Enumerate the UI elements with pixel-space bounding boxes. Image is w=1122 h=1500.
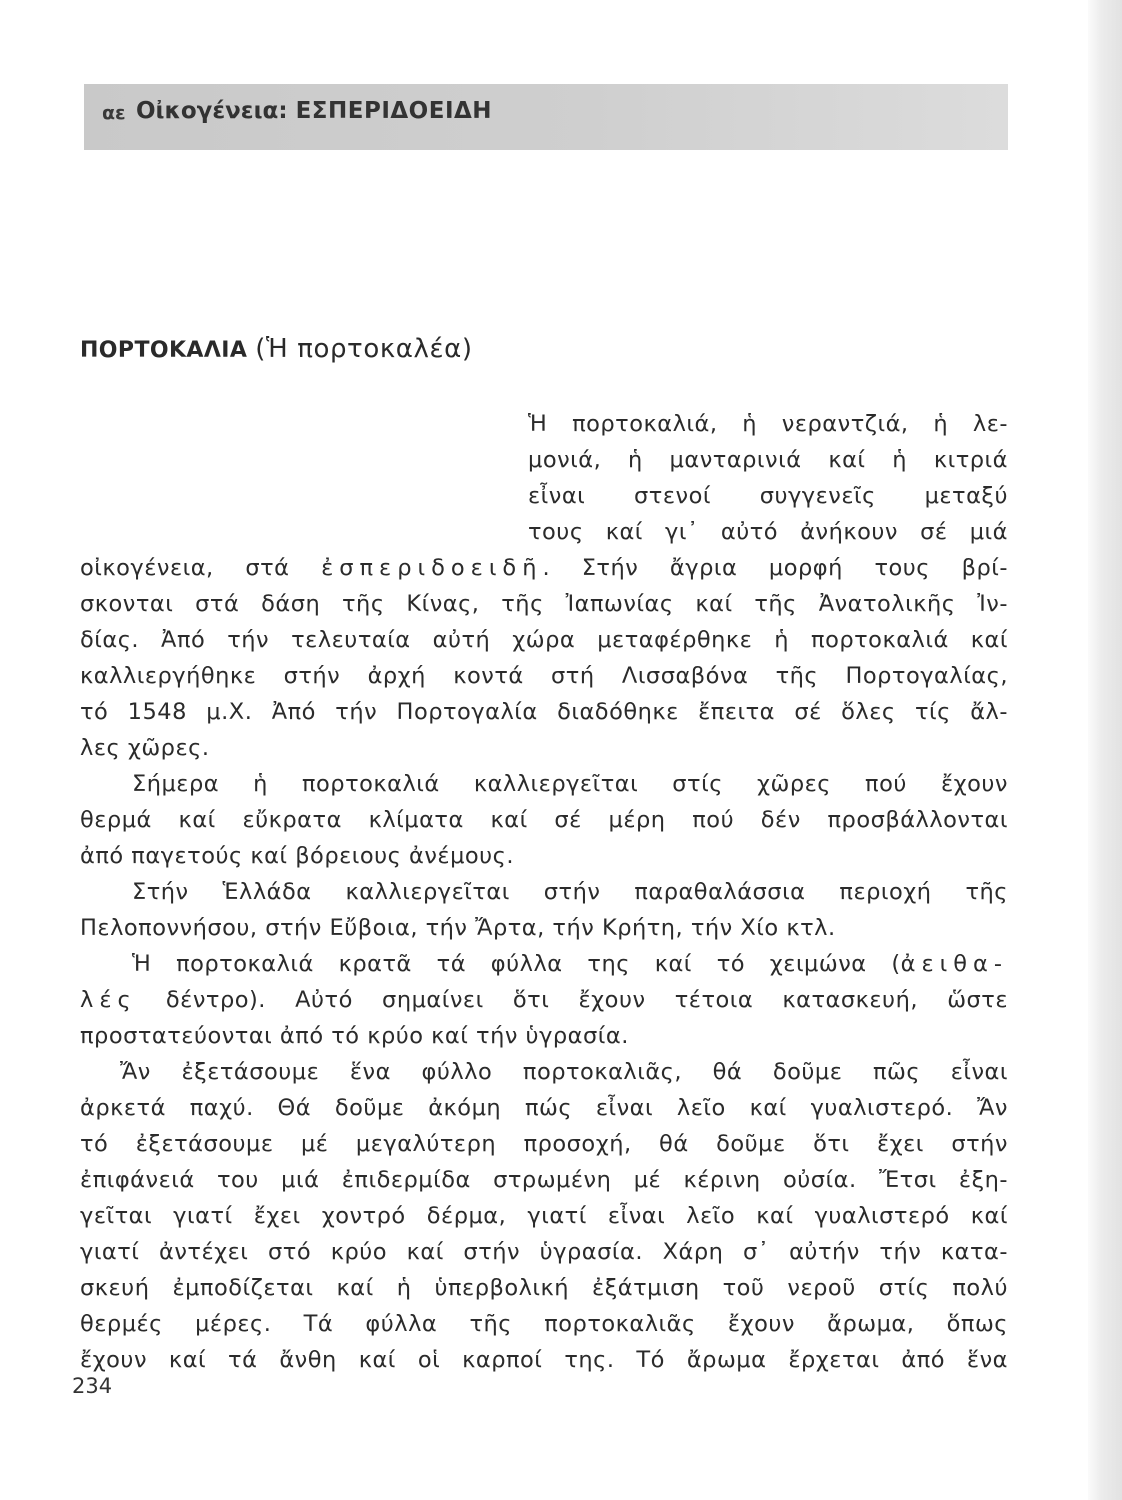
section-label [136, 98, 492, 124]
body-line: σκονται στά δάση τῆς Κίνας, τῆς Ἰαπωνίας καί τῆς Ἀνατολικῆς Ἰν- [80, 591, 1008, 617]
body-line-part: δέντρο). Αὐτό σημαίνει ὅτι ἔχουν τέτοια κατασκευή, ὥστε [165, 987, 1009, 1013]
emphasized-term: ἀειθα- [900, 951, 1008, 977]
body-line: μονιά, ἡ μανταρινιά καί ἡ κιτριά [528, 447, 1008, 473]
body-line: δίας. Ἀπό τήν τελευταία αὐτή χώρα μεταφέρθηκε ἡ πορτοκαλιά καί [80, 627, 1008, 653]
body-line [80, 982, 1008, 1018]
body-line: ἔχουν καί τά ἄνθη καί οἱ καρποί της. Τό ἄρωμα ἔρχεται ἀπό ἕνα [80, 1347, 1008, 1373]
body-line [80, 946, 1008, 982]
body-line: γεῖται γιατί ἔχει χοντρό δέρμα, γιατί εἶναι λεῖο καί γυαλιστερό καί [80, 1203, 1008, 1229]
body-line: Σήμερα ἡ πορτοκαλιά καλλιεργεῖται στίς χῶρες πού ἔχουν [132, 771, 1008, 797]
body-line: θερμές μέρες. Τά φύλλα τῆς πορτοκαλιᾶς ἔχουν ἄρωμα, ὅπως [80, 1311, 1008, 1337]
body-line: ἀρκετά παχύ. Θά δοῦμε ἀκόμη πώς εἶναι λεῖο καί γυαλιστερό. Ἄν [80, 1095, 1008, 1121]
body-line: καλλιεργήθηκε στήν ἀρχή κοντά στή Λισσαβόνα τῆς Πορτογαλίας, [80, 663, 1008, 689]
entry-title [80, 334, 473, 364]
body-line: τους καί γι᾽ αὐτό ἀνήκουν σέ μιά [528, 519, 1008, 545]
body-line [80, 550, 1008, 586]
section-family-name: ΕΣΠΕΡΙΔΟΕΙΔΗ [295, 98, 493, 124]
body-line: λες χῶρες. [80, 735, 210, 761]
body-line: θερμά καί εὔκρατα κλίματα καί σέ μέρη πού δέν προσβάλλονται [80, 807, 1008, 833]
body-line: ἐπιφάνειά του μιά ἐπιδερμίδα στρωμένη μέ κέρινη οὐσία. Ἔτσι ἐξη- [80, 1167, 1008, 1193]
body-line: προστατεύονται ἀπό τό κρύο καί τήν ὑγρασία. [80, 1023, 629, 1049]
section-label-text: Οἰκογένεια: [136, 98, 288, 124]
body-line: σκευή ἐμποδίζεται καί ἡ ὑπερβολική ἐξάτμιση τοῦ νεροῦ στίς πολύ [80, 1275, 1008, 1301]
body-line: Ἡ πορτοκαλιά, ἡ νεραντζιά, ἡ λε- [528, 411, 1008, 437]
emphasized-term: λές [80, 987, 137, 1013]
body-line: Ἄν ἐξετάσουμε ἕνα φύλλο πορτοκαλιᾶς, θά δοῦμε πῶς εἶναι [120, 1059, 1008, 1085]
body-line: Πελοποννήσου, στήν Εὔβοια, τήν Ἄρτα, τήν Κρήτη, τήν Χίο κτλ. [80, 915, 836, 941]
entry-name: ΠΟΡΤΟΚΑΛΙΑ [80, 338, 248, 363]
body-line: εἶναι στενοί συγγενεῖς μεταξύ [528, 483, 1008, 509]
section-header-bar [84, 84, 1008, 150]
body-line: γιατί ἀντέχει στό κρύο καί στήν ὑγρασία. Χάρη σ᾽ αὐτήν τήν κατα- [80, 1239, 1008, 1265]
body-line: Στήν Ἑλλάδα καλλιεργεῖται στήν παραθαλάσσια περιοχή τῆς [132, 879, 1008, 905]
page-edge-shadow [1088, 0, 1122, 1500]
body-line-part: . Στήν ἄγρια μορφή τους βρί- [542, 555, 1008, 581]
body-line: ἀπό παγετούς καί βόρειους ἀνέμους. [80, 843, 515, 869]
body-line-part: Ἡ πορτοκαλιά κρατᾶ τά φύλλα της καί τό χειμώνα ( [132, 951, 901, 977]
body-line-part: οἰκογένεια, στά [80, 555, 290, 581]
body-line: τό ἐξετάσουμε μέ μεγαλύτερη προσοχή, θά δοῦμε ὅτι ἔχει στήν [80, 1131, 1008, 1157]
entry-subtitle: (Ἡ πορτοκαλέα) [255, 334, 473, 364]
emphasized-term: ἐσπεριδοειδῆ [321, 555, 543, 581]
page-number: 234 [72, 1374, 113, 1398]
section-prefix: αε [102, 102, 126, 124]
body-line: τό 1548 μ.Χ. Ἀπό τήν Πορτογαλία διαδόθηκε ἔπειτα σέ ὅλες τίς ἄλ- [80, 699, 1008, 725]
